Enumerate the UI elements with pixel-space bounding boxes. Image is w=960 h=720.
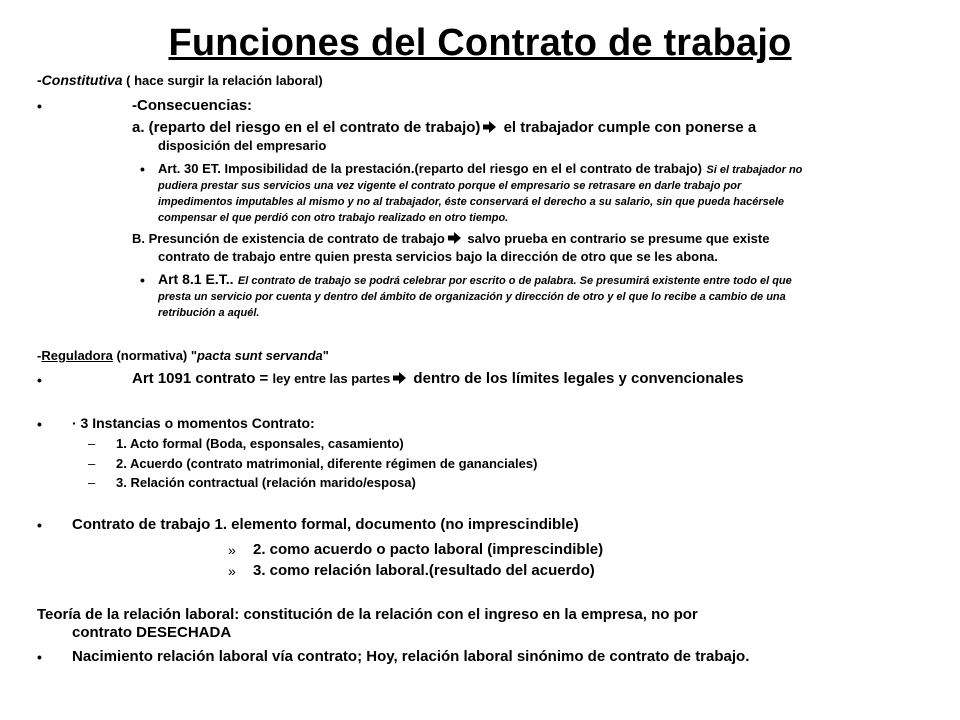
teoria-line-1: Teoría de la relación laboral: constitución de la relación con el ingreso en la empresa, no por bbox=[37, 606, 698, 623]
consecuencias-b-after: salvo prueba en contrario se presume que existe bbox=[463, 231, 770, 246]
art30-text-2: pudiera prestar sus servicios una vez vigente el contrato porque el empresario se retrasare en darle trabajo por bbox=[158, 180, 742, 192]
art30-bullet: • bbox=[140, 161, 145, 177]
reguladora-paren: (normativa) " bbox=[112, 348, 198, 363]
consecuencias-b-before: B. Presunción de existencia de contrato de trabajo bbox=[132, 231, 445, 246]
instancia-item: 2. Acuerdo (contrato matrimonial, diferente régimen de gananciales) bbox=[116, 456, 538, 471]
contrato-sub-item: 3. como relación laboral.(resultado del acuerdo) bbox=[253, 562, 595, 579]
art1091-before: Art 1091 contrato = bbox=[132, 370, 273, 387]
contrato-sub-marker: » bbox=[228, 542, 236, 558]
reguladora-close: " bbox=[322, 348, 329, 363]
art1091-bullet: • bbox=[37, 372, 42, 388]
art30-text-4: compensar el que perdió con otro trabajo realizado en otro tiempo. bbox=[158, 212, 509, 224]
art30-head: Art. 30 ET. Imposibilidad de la prestación.(reparto del riesgo en el el contrato de trabajo) bbox=[158, 161, 702, 176]
right-arrow-icon bbox=[392, 371, 407, 385]
art30-text-1: Si el trabajador no bbox=[706, 164, 803, 176]
reguladora-label: Reguladora bbox=[41, 348, 113, 363]
reguladora-dash: - bbox=[37, 348, 42, 363]
consecuencias-a-after: el trabajador cumple con ponerse a bbox=[499, 119, 757, 136]
art30-text-3: impedimentos imputables al mismo y no al trabajador, éste conservará el derecho a su salario, sin que pueda hacérsele bbox=[158, 196, 785, 208]
art1091-after: dentro de los límites legales y convencionales bbox=[409, 370, 744, 387]
right-arrow-icon bbox=[447, 231, 462, 245]
constitutiva-line bbox=[37, 72, 323, 88]
consecuencias-a-line bbox=[132, 119, 756, 136]
consecuencias-bullet: • bbox=[37, 98, 42, 114]
slide-title: Funciones del Contrato de trabajo bbox=[168, 22, 792, 64]
consecuencias-a-before: a. (reparto del riesgo en el el contrato de trabajo) bbox=[132, 119, 481, 136]
contrato-sub-marker: » bbox=[228, 563, 236, 579]
art81-head: Art 8.1 E.T.. bbox=[158, 271, 234, 287]
consecuencias-b-line bbox=[132, 231, 769, 246]
reguladora-line bbox=[37, 348, 329, 363]
reguladora-phrase: pacta sunt servanda bbox=[197, 348, 323, 363]
art1091-line bbox=[132, 370, 744, 387]
consecuencias-label: -Consecuencias: bbox=[132, 97, 253, 114]
contrato-bullet: • bbox=[37, 517, 42, 533]
art81-line bbox=[158, 271, 792, 289]
consecuencias-b-cont: contrato de trabajo entre quien presta servicios bajo la dirección de otro que se les abona. bbox=[158, 249, 718, 264]
instancia-dash: – bbox=[88, 475, 96, 490]
constitutiva-dash: - bbox=[37, 72, 42, 88]
nacimiento-bullet: • bbox=[37, 649, 42, 665]
right-arrow-icon bbox=[482, 120, 497, 134]
contrato-sub-item: 2. como acuerdo o pacto laboral (imprescindible) bbox=[253, 541, 604, 558]
consecuencias-a-cont: disposición del empresario bbox=[158, 138, 327, 153]
teoria-line-2: contrato DESECHADA bbox=[72, 624, 232, 641]
instancia-item: 3. Relación contractual (relación marido/esposa) bbox=[116, 475, 416, 490]
instancias-bullet: • bbox=[37, 416, 42, 432]
art81-bullet: • bbox=[140, 272, 145, 288]
constitutiva-note: ( hace surgir la relación laboral) bbox=[122, 73, 323, 88]
art81-text-1: El contrato de trabajo se podrá celebrar por escrito o de palabra. Se presumirá existente entre todo el que bbox=[237, 275, 792, 287]
art81-text-3: retribución a aquél. bbox=[158, 307, 260, 319]
art81-text-2: presta un servicio por cuenta y dentro del ámbito de organización y dirección de otro y el que lo recibe a cambio de una bbox=[158, 291, 786, 303]
instancias-label: · 3 Instancias o momentos Contrato: bbox=[72, 415, 315, 431]
constitutiva-label: Constitutiva bbox=[41, 72, 123, 88]
instancia-dash: – bbox=[88, 436, 96, 451]
nacimiento-line: Nacimiento relación laboral vía contrato; Hoy, relación laboral sinónimo de contrato de trabajo. bbox=[72, 648, 750, 665]
art30-line bbox=[158, 160, 802, 178]
instancia-dash: – bbox=[88, 456, 96, 471]
contrato-line-1: Contrato de trabajo 1. elemento formal, documento (no imprescindible) bbox=[72, 516, 579, 533]
art1091-mid: ley entre las partes bbox=[272, 371, 391, 386]
instancia-item: 1. Acto formal (Boda, esponsales, casamiento) bbox=[116, 436, 404, 451]
